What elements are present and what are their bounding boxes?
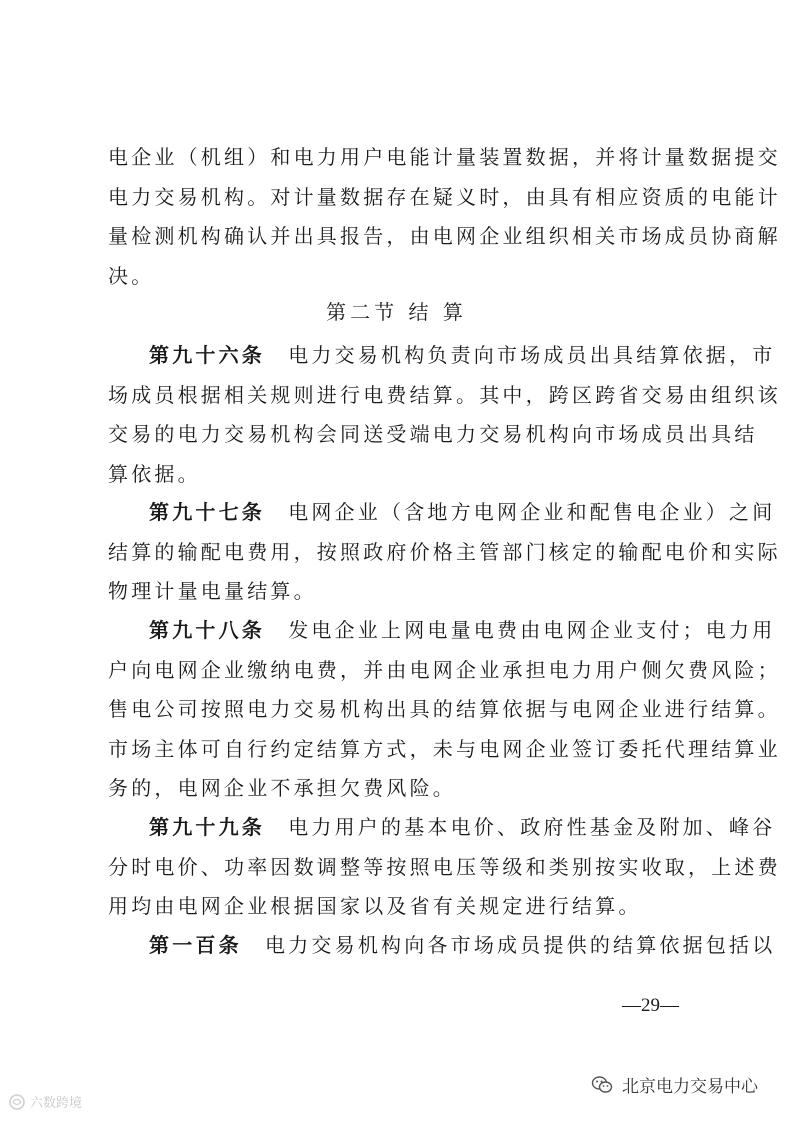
text-line: 市场主体可自行约定结算方式，未与电网企业签订委托代理结算业 [108, 736, 781, 761]
watermark-text: 北京电力交易中心 [622, 1077, 758, 1097]
article-first-line [108, 808, 776, 848]
article-text: 电力用户的基本电价、政府性基金及附加、峰谷 [288, 815, 776, 839]
corner-watermark [8, 1092, 82, 1111]
text-line: 场成员根据相关规则进行电费结算。其中，跨区跨省交易由组织该 [108, 382, 781, 407]
text-line: 决。 [108, 263, 155, 288]
article-98 [108, 611, 781, 809]
section-title: 第二节 结 算 [326, 300, 467, 324]
article-99 [108, 808, 781, 927]
article-first-line [108, 493, 776, 533]
article-title: 第一百条 [149, 933, 242, 957]
article-text: 电网企业（含地方电网企业和配售电企业）之间 [288, 500, 776, 524]
article-first-line [108, 336, 776, 376]
article-97 [108, 493, 781, 612]
brand-logo-icon [8, 1093, 26, 1111]
article-first-line [108, 926, 776, 966]
text-line: 量检测机构确认并出具报告，由电网企业组织相关市场成员协商解 [108, 224, 781, 249]
text-line: 结算的输配电费用，按照政府价格主管部门核定的输配电价和实际 [108, 539, 781, 564]
article-title: 第九十八条 [149, 618, 265, 642]
wechat-watermark [590, 1072, 758, 1097]
article-100 [108, 926, 776, 966]
watermark-text: 六数跨境 [30, 1096, 83, 1111]
text-line: 电力交易机构。对计量数据存在疑义时，由具有相应资质的电能计 [108, 184, 781, 209]
article-text: 电力交易机构向各市场成员提供的结算依据包括以 [265, 933, 776, 957]
article-96 [108, 336, 781, 494]
article-title: 第九十九条 [149, 815, 265, 839]
page-number: —29— [622, 995, 679, 1016]
article-title: 第九十七条 [149, 500, 265, 524]
text-line: 电企业（机组）和电力用户电能计量装置数据，并将计量数据提交 [108, 145, 781, 169]
text-line: 售电公司按照电力交易机构出具的结算依据与电网企业进行结算。 [108, 697, 781, 722]
text-line: 物理计量电量结算。 [108, 579, 317, 604]
text-line: 分时电价、功率因数调整等按照电压等级和类别按实收取，上述费 [108, 854, 781, 879]
wechat-icon [590, 1073, 614, 1097]
text-line: 户向电网企业缴纳电费，并由电网企业承担电力用户侧欠费风险； [108, 657, 781, 682]
article-text: 发电企业上网电量电费由电网企业支付；电力用 [288, 618, 776, 642]
article-first-line [108, 611, 776, 651]
text-line: 交易的电力交易机构会同送受端电力交易机构向市场成员出具结 [108, 422, 758, 447]
continuation-paragraph [108, 138, 781, 296]
article-title: 第九十六条 [149, 343, 265, 367]
article-text: 电力交易机构负责向市场成员出具结算依据，市 [288, 343, 776, 367]
text-line: 用均由电网企业根据国家以及省有关规定进行结算。 [108, 894, 642, 919]
text-line: 务的，电网企业不承担欠费风险。 [108, 776, 456, 801]
text-line: 算依据。 [108, 461, 201, 486]
